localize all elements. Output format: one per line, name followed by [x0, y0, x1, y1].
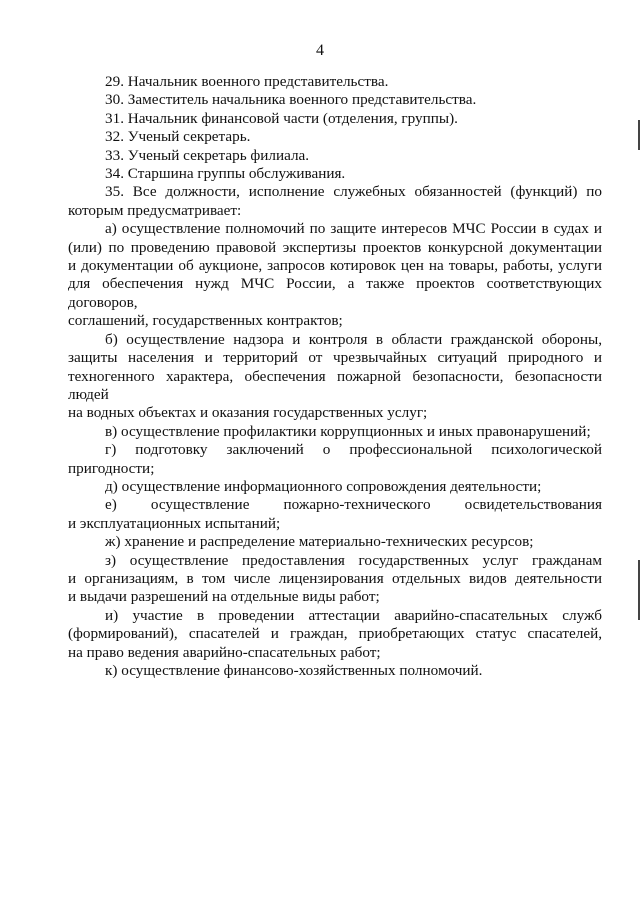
text-line: 29. Начальник военного представительства. — [105, 73, 389, 90]
text-line: соглашений, государственных контрактов; — [68, 312, 343, 330]
text-line: д) осуществление информационного сопровождения деятельности; — [105, 477, 542, 495]
text-line: 30. Заместитель начальника военного представительства. — [105, 91, 477, 109]
text-line: и документации об аукционе, запросов котировок цен на товары, работы, услуги — [68, 257, 602, 275]
text-line: и выдачи разрешений на отдельные виды работ; — [68, 588, 380, 606]
text-line: пригодности; — [68, 459, 155, 477]
text-line: а) осуществление полномочий по защите интересов МЧС России в судах и — [105, 220, 602, 238]
text-line: 34. Старшина группы обслуживания. — [105, 165, 346, 183]
text-line: б) осуществление надзора и контроля в области гражданской обороны, — [105, 330, 602, 348]
text-line: г) подготовку заключений о профессиональной психологической — [105, 441, 602, 459]
text-line: которым предусматривает: — [68, 201, 242, 219]
text-line: 31. Начальник финансовой части (отделения, группы). — [105, 109, 458, 127]
text-line: в) осуществление профилактики коррупционных и иных правонарушений; — [105, 422, 591, 440]
text-line: для обеспечения нужд МЧС России, а также проектов соответствующих договоров, — [68, 275, 602, 311]
text-line: (или) по проведению правовой экспертизы проектов конкурсной документации — [68, 238, 602, 256]
text-line: и) участие в проведении аттестации аварийно-спасательных служб — [105, 606, 602, 624]
page-number: 4 — [316, 42, 324, 59]
text-line: (формирований), спасателей и граждан, приобретающих статус спасателей, — [68, 625, 602, 643]
text-line: з) осуществление предоставления государственных услуг гражданам — [105, 551, 602, 569]
text-line: к) осуществление финансово-хозяйственных полномочий. — [105, 662, 483, 679]
text-line: и организациям, в том числе лицензирования отдельных видов деятельности — [68, 569, 602, 587]
text-line: 33. Ученый секретарь филиала. — [105, 146, 310, 164]
document-body — [68, 73, 602, 680]
text-line: защиты населения и территорий от чрезвычайных ситуаций природного и — [68, 349, 602, 367]
text-line: техногенного характера, обеспечения пожарной безопасности, безопасности людей — [68, 367, 602, 403]
text-line: на право ведения аварийно-спасательных работ; — [68, 643, 381, 661]
text-line: 32. Ученый секретарь. — [105, 128, 251, 146]
text-line: на водных объектах и оказания государственных услуг; — [68, 404, 428, 422]
text-line: е) осуществление пожарно-технического освидетельствования — [105, 496, 602, 514]
text-line: и эксплуатационных испытаний; — [68, 514, 281, 532]
text-line: ж) хранение и распределение материально-технических ресурсов; — [105, 533, 534, 551]
text-line: 35. Все должности, исполнение служебных обязанностей (функций) по — [105, 183, 602, 201]
